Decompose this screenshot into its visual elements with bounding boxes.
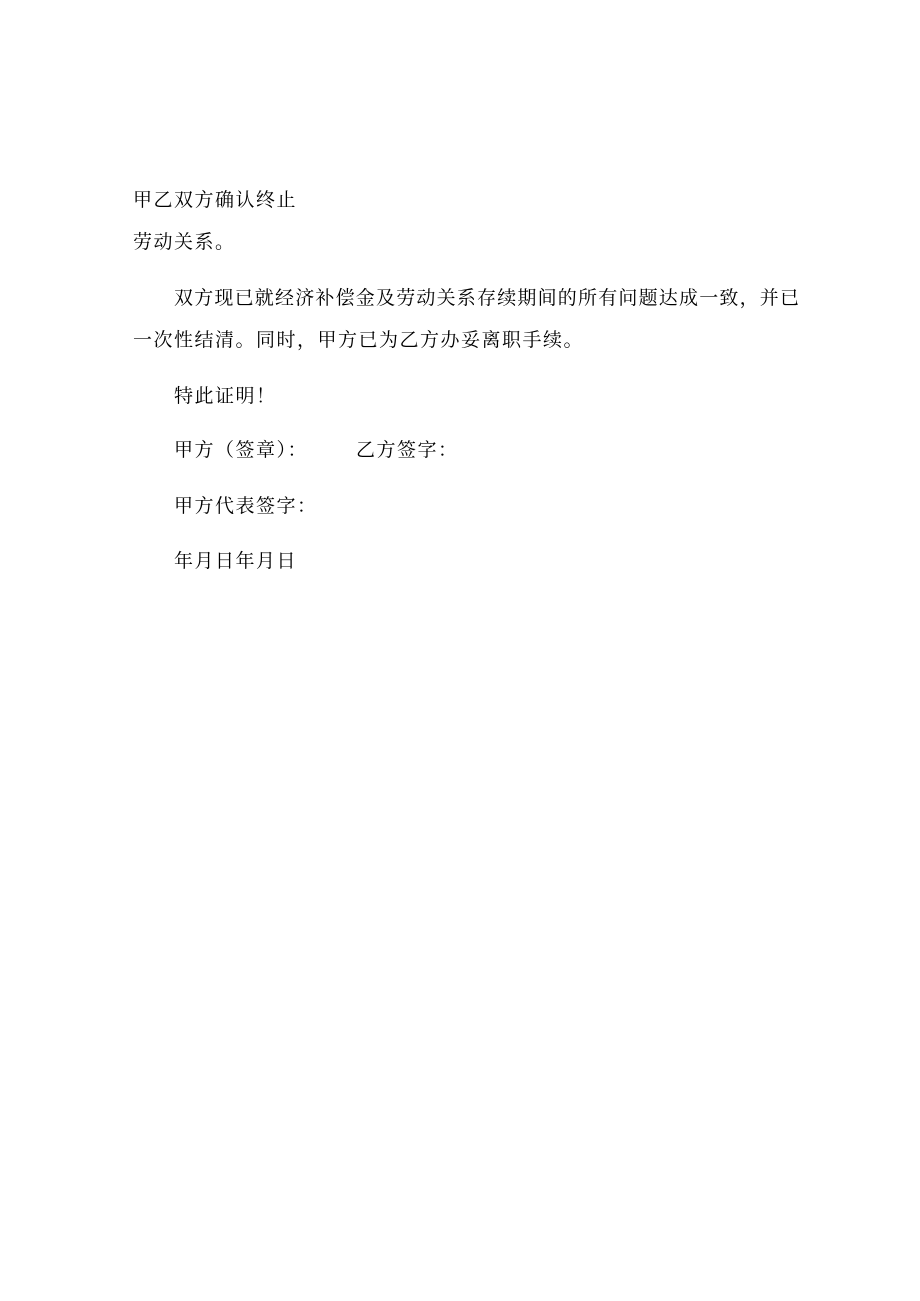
settlement-text-line1: 双方现已就经济补偿金及劳动关系存续期间的所有问题达成一致，并已 — [174, 287, 801, 309]
confirm-termination-text: 甲乙双方确认终止 — [133, 189, 298, 211]
date-line: 年月日年月日 — [174, 550, 298, 572]
settlement-text-line2: 一次性结清。同时，甲方已为乙方办妥离职手续。 — [133, 329, 585, 351]
party-a-seal-label: 甲方（签章）： — [174, 439, 309, 461]
labor-relation-text: 劳动关系。 — [133, 231, 236, 253]
party-b-sign-label: 乙方签字： — [356, 439, 459, 461]
certify-text: 特此证明！ — [174, 385, 277, 407]
party-a-rep-sign-label: 甲方代表签字： — [174, 495, 318, 517]
